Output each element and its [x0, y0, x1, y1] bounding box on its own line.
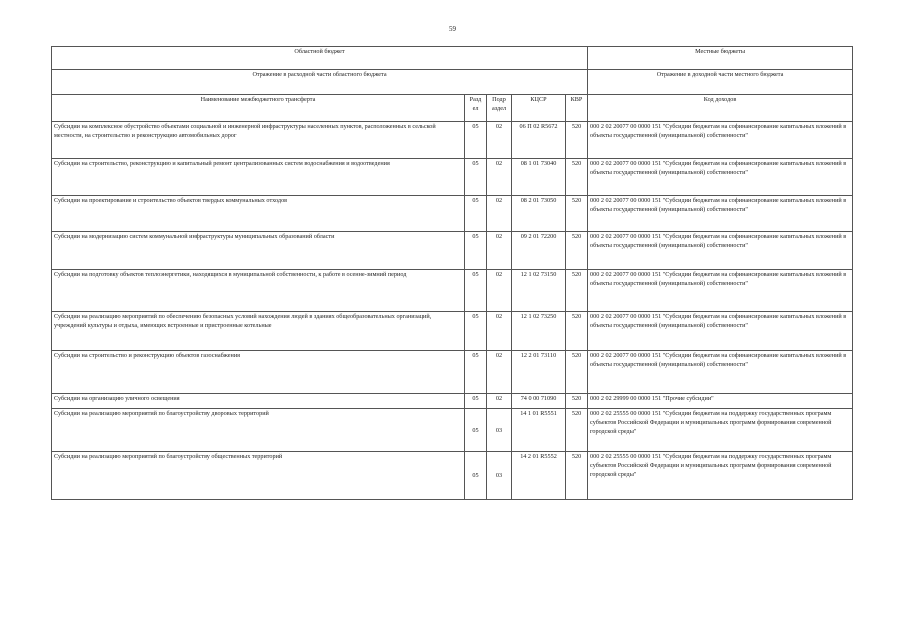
kvr-cell: 520: [566, 122, 588, 159]
table-row: [52, 122, 853, 159]
col-income-code-header: Код доходов: [588, 95, 853, 122]
kcsr-cell: 14 2 01 R5552: [512, 452, 566, 500]
razd-cell: 05: [465, 351, 487, 394]
podr-cell: 02: [487, 122, 512, 159]
table-row: [52, 312, 853, 351]
table-row: [52, 351, 853, 394]
table-row: [52, 270, 853, 312]
local-income-header: Отражение в доходной части местного бюджета: [588, 70, 853, 95]
regional-expense-header: Отражение в расходной части областного бюджета: [52, 70, 588, 95]
kvr-cell: 520: [566, 270, 588, 312]
page-number: 59: [449, 25, 456, 33]
razd-cell: 05: [465, 452, 487, 500]
intergovernmental-transfers-table: [51, 46, 853, 500]
kcsr-cell: 08 2 01 73050: [512, 196, 566, 232]
podr-cell: 03: [487, 409, 512, 452]
podr-cell: 02: [487, 394, 512, 409]
kvr-cell: 520: [566, 159, 588, 196]
kcsr-cell: 12 1 02 73150: [512, 270, 566, 312]
kcsr-cell: 12 2 01 73110: [512, 351, 566, 394]
kvr-cell: 520: [566, 452, 588, 500]
kcsr-cell: 08 1 01 73040: [512, 159, 566, 196]
income-code-cell: 000 2 02 20077 00 0000 151 "Субсидии бюджетам на софинансирование капитальных вложений в объекты государственной (муниципальной) собственности": [588, 159, 853, 196]
transfer-name: Субсидии на комплексное обустройство объектами социальной и инженерной инфраструктуры населенных пунктов, расположенных в сельской местности, на строительство и реконструкцию автомобильных дорог: [52, 122, 465, 159]
razd-cell: 05: [465, 232, 487, 270]
table-row: [52, 232, 853, 270]
transfer-name: Субсидии на проектирование и строительство объектов твердых коммунальных отходов: [52, 196, 465, 232]
podr-cell: 02: [487, 232, 512, 270]
transfer-name: Субсидии на модернизацию систем коммунальной инфраструктуры муниципальных образований области: [52, 232, 465, 270]
transfer-name: Субсидии на организацию уличного освещения: [52, 394, 465, 409]
kvr-cell: 520: [566, 409, 588, 452]
col-name-header: Наименование межбюджетного трансферта: [52, 95, 465, 122]
kcsr-cell: 74 0 00 71090: [512, 394, 566, 409]
transfer-name: Субсидии на строительство, реконструкцию и капитальный ремонт централизованных систем водоснабжения и водоотведения: [52, 159, 465, 196]
transfer-name: Субсидии на реализацию мероприятий по благоустройству общественных территорий: [52, 452, 465, 500]
razd-cell: 05: [465, 312, 487, 351]
transfer-name: Субсидии на реализацию мероприятий по обеспечению безопасных условий нахождения людей в зданиях общеобразовательных организаций, учреждений культуры и отдыха, имеющих встроенные и пристроенные котельные: [52, 312, 465, 351]
table-row: [52, 394, 853, 409]
header-row-budgets: [52, 47, 853, 70]
razd-cell: 05: [465, 270, 487, 312]
income-code-cell: 000 2 02 25555 00 0000 151 "Субсидии бюджетам на поддержку государственных программ субъектов Российской Федерации и муниципальных программ формирования современной городской среды": [588, 452, 853, 500]
income-code-cell: 000 2 02 25555 00 0000 151 "Субсидии бюджетам на поддержку государственных программ субъектов Российской Федерации и муниципальных программ формирования современной городской среды": [588, 409, 853, 452]
razd-cell: 05: [465, 394, 487, 409]
podr-cell: 02: [487, 270, 512, 312]
kvr-cell: 520: [566, 312, 588, 351]
income-code-cell: 000 2 02 20077 00 0000 151 "Субсидии бюджетам на софинансирование капитальных вложений в объекты государственной (муниципальной) собственности": [588, 312, 853, 351]
transfer-name: Субсидии на подготовку объектов теплоэнергетики, находящихся в муниципальной собственности, к работе в осенне-зимний период: [52, 270, 465, 312]
transfer-name: Субсидии на реализацию мероприятий по благоустройству дворовых территорий: [52, 409, 465, 452]
income-code-cell: 000 2 02 20077 00 0000 151 "Субсидии бюджетам на софинансирование капитальных вложений в объекты государственной (муниципальной) собственности": [588, 270, 853, 312]
podr-cell: 03: [487, 452, 512, 500]
razd-cell: 05: [465, 196, 487, 232]
local-budgets-header: Местные бюджеты: [588, 47, 853, 70]
transfer-name: Субсидии на строительство и реконструкцию объектов газоснабжения: [52, 351, 465, 394]
income-code-cell: 000 2 02 20077 00 0000 151 "Субсидии бюджетам на софинансирование капитальных вложений в объекты государственной (муниципальной) собственности": [588, 122, 853, 159]
table-row: [52, 196, 853, 232]
kvr-cell: 520: [566, 394, 588, 409]
income-code-cell: 000 2 02 20077 00 0000 151 "Субсидии бюджетам на софинансирование капитальных вложений в объекты государственной (муниципальной) собственности": [588, 232, 853, 270]
table-row: [52, 159, 853, 196]
col-kvr-header: КВР: [566, 95, 588, 122]
income-code-cell: 000 2 02 20077 00 0000 151 "Субсидии бюджетам на софинансирование капитальных вложений в объекты государственной (муниципальной) собственности": [588, 351, 853, 394]
razd-cell: 05: [465, 159, 487, 196]
col-razd-header: Разд ел: [465, 95, 487, 122]
razd-cell: 05: [465, 122, 487, 159]
kcsr-cell: 06 П 02 R5672: [512, 122, 566, 159]
col-kcsr-header: КЦСР: [512, 95, 566, 122]
kvr-cell: 520: [566, 351, 588, 394]
podr-cell: 02: [487, 196, 512, 232]
razd-cell: 05: [465, 409, 487, 452]
table-row: [52, 452, 853, 500]
income-code-cell: 000 2 02 20077 00 0000 151 "Субсидии бюджетам на софинансирование капитальных вложений в объекты государственной (муниципальной) собственности": [588, 196, 853, 232]
podr-cell: 02: [487, 351, 512, 394]
kcsr-cell: 09 2 01 72200: [512, 232, 566, 270]
podr-cell: 02: [487, 159, 512, 196]
table-row: [52, 409, 853, 452]
income-code-cell: 000 2 02 29999 00 0000 151 "Прочие субсидии": [588, 394, 853, 409]
kvr-cell: 520: [566, 196, 588, 232]
regional-budget-header: Областной бюджет: [52, 47, 588, 70]
col-podr-header: Подр аздел: [487, 95, 512, 122]
kcsr-cell: 12 1 02 73250: [512, 312, 566, 351]
kcsr-cell: 14 1 01 R5551: [512, 409, 566, 452]
header-row-reflection: [52, 70, 853, 95]
kvr-cell: 520: [566, 232, 588, 270]
header-row-columns: [52, 95, 853, 122]
podr-cell: 02: [487, 312, 512, 351]
